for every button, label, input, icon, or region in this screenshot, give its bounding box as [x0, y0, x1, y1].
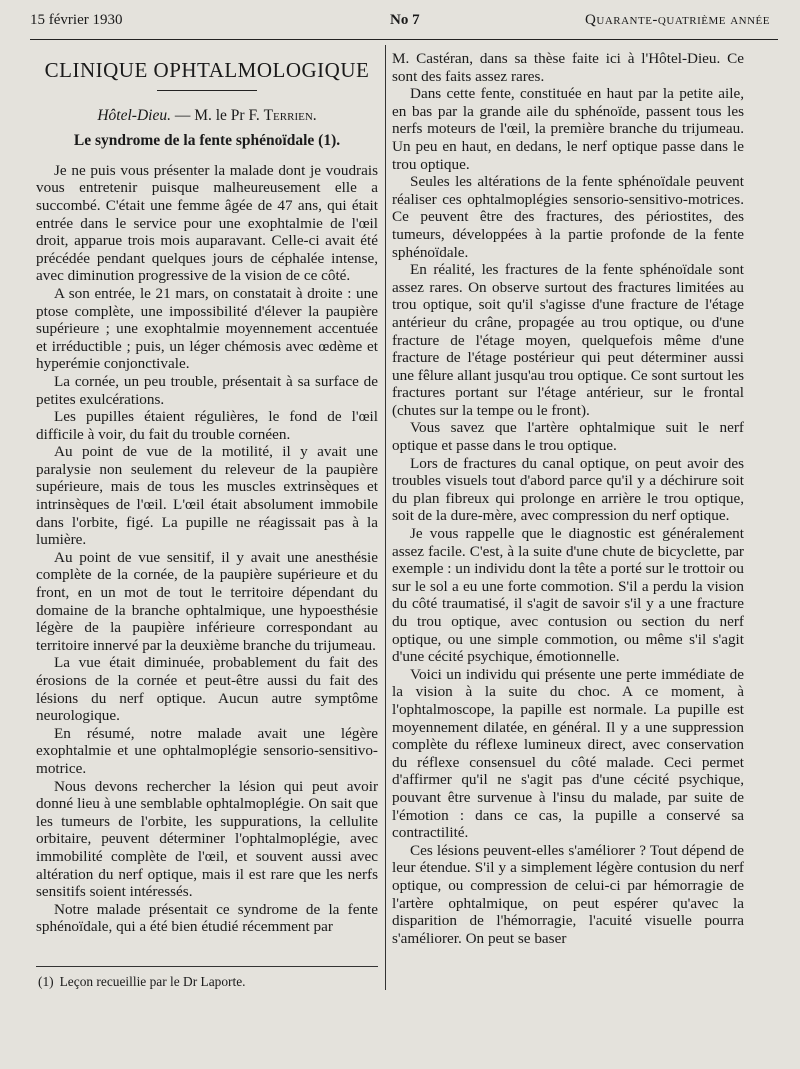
- footnote-rule: [36, 966, 378, 967]
- paragraph: Notre malade présentait ce syndrome de la fente sphénoïdale, qui a été bien étudié récemment par: [36, 900, 378, 936]
- byline-author: Terrien.: [263, 106, 317, 124]
- paragraph: Au point de vue sensitif, il y avait une anesthésie complète de la cornée, de la paupière supérieure et du front, en un mot de tout le territoire dépendant du domaine de la branche ophtalmique, une hypoesthésie légère de la paupière inférieure correspondant au territoire innervé par la deuxième branche du trijumeau.: [36, 548, 378, 654]
- title-rule: [157, 90, 257, 91]
- column-divider: [385, 45, 386, 990]
- paragraph: Les pupilles étaient régulières, le fond de l'œil difficile à voir, du fait du trouble cornéen.: [36, 408, 378, 443]
- paragraph: En réalité, les fractures de la fente sphénoïdale sont assez rares. On observe surtout des fractures limitées au trou optique, soit qu'il s'agisse d'une fracture de l'étage antérieur du crâne, propagée au trou optique, ou d'une fracture de l'étage moyen, quelquefois même d'une fracture de l'étage postérieur qui peut déterminer aussi une fêlure allant jusqu'au trou optique. Ce sont surtout les fractures portant sur l'étage antérieur, sur le frontal (chutes sur la tempe ou le front).: [392, 261, 744, 419]
- paragraph: A son entrée, le 21 mars, on constatait à droite : une ptose complète, une impossibilité d'élever la paupière supérieure ; une exophtalmie moyennement accentuée et irréductible ; puis, un léger chémosis avec œdème et hyperémie conjonctivale.: [36, 284, 378, 373]
- paragraph: Au point de vue de la motilité, il y avait une paralysie non seulement du releveur de la paupière supérieure, mais de tous les muscles extrinsèques et intrinsèques de l'œil. L'œil était absolument immobile dans l'orbite, figé. La pupille ne réagissait pas à la lumière.: [36, 443, 378, 549]
- footnote: [38, 974, 378, 990]
- footnote-marker: (1): [38, 974, 54, 989]
- paragraph: M. Castéran, dans sa thèse faite ici à l'Hôtel-Dieu. Ce sont des faits assez rares.: [392, 50, 744, 85]
- paragraph: Voici un individu qui présente une perte immédiate de la vision à la suite du choc. A ce moment, à l'ophtalmoscope, la papille est normale. La pupille est moyennement dilatée, en général. Il y a une suppression complète du réflexe lumineux direct, avec conservation du réflexe consensuel du côté malade. Ceci permet d'affirmer qu'il ne s'agit pas d'une cécité psychique, pouvant être survenue à l'insu du malade, par suite de l'émotion : dans ce cas, la pupille a conservé sa contractilité.: [392, 665, 744, 842]
- paragraph: Ces lésions peuvent-elles s'améliorer ? Tout dépend de leur étendue. S'il y a simplement légère contusion du nerf optique, ou compression de celui-ci par hémorragie de l'artère ophtalmique, on peut espérer qu'avec la disparition de l'hémorragie, l'acuité visuelle pourra s'améliorer. On peut se baser: [392, 841, 744, 947]
- issue-date: 15 février 1930: [30, 12, 123, 28]
- byline-author-prefix: — M. le Pr F.: [170, 106, 264, 124]
- paragraph: Dans cette fente, constituée en haut par la petite aile, en bas par la grande aile du sphénoïde, passent tous les nerfs moteurs de l'œil, la première branche du trijumeau. Un peu en haut, en dedans, le nerf optique passe dans le trou optique.: [392, 85, 744, 173]
- paragraph: Lors de fractures du canal optique, on peut avoir des troubles visuels tout d'abord parce qu'il y a déchirure soit du plan fibreux qui prolonge en arrière le trou optique, soit de la dure-mère, avec compression du nerf optique.: [392, 454, 744, 525]
- issue-year: Quarante-quatrième année: [585, 12, 770, 28]
- paragraph: En résumé, notre malade avait une légère exophtalmie et une ophtalmoplégie sensorio-sensitivo-motrice.: [36, 724, 378, 777]
- article-byline: [36, 107, 378, 125]
- page-header: [30, 12, 770, 34]
- paragraph: Je ne puis vous présenter la malade dont je voudrais vous entretenir puisque malheureusement elle a succombé. C'était une femme âgée de 47 ans, qui était entrée dans le service pour une exophtalmie de l'œil droit, apparue trois mois auparavant. Celle-ci avait été précédée pendant quelques jours de céphalée intense, avec diminution progressive de la vision de ce côté.: [36, 161, 378, 285]
- byline-place: Hôtel-Dieu.: [97, 106, 171, 124]
- left-column: [36, 50, 378, 936]
- footnote-text: Leçon recueillie par le Dr Laporte.: [59, 974, 246, 989]
- header-rule: [30, 39, 778, 40]
- issue-number: No 7: [390, 12, 420, 28]
- paragraph: Je vous rappelle que le diagnostic est généralement assez facile. C'est, à la suite d'une chute de bicyclette, par exemple : un individu dont la tête a porté sur le trottoir ou sur le sol a eu une forte commotion. S'il a perdu la vision du côté traumatisé, il s'agit de savoir s'il y a une fracture du trou optique, avec contusion ou section du nerf optique, ou une simple commotion, ou même s'il s'agit d'une cécité psychique, émotionnelle.: [392, 525, 744, 666]
- paragraph: La cornée, un peu trouble, présentait à sa surface de petites exulcérations.: [36, 372, 378, 408]
- right-column: [392, 50, 744, 947]
- article-subtitle: Le syndrome de la fente sphénoïdale (1).: [73, 132, 341, 150]
- paragraph: Nous devons rechercher la lésion qui peut avoir donné lieu à une semblable ophtalmoplégie. On sait que les tumeurs de l'orbite, les suppurations, la cellulite orbitaire, peuvent déterminer l'ophtalmoplégie, avec immobilité complète de l'œil, et souvent aussi avec altération du nerf optique, mais il est rare que les nerfs sensitifs soient intéressés.: [36, 777, 378, 901]
- paragraph: Seules les altérations de la fente sphénoïdale peuvent réaliser ces ophtalmoplégies sensorio-sensitivo-motrices. Ce peuvent être des fractures, des périostites, des tumeurs, développées à la partie profonde de la fente sphénoïdale.: [392, 173, 744, 261]
- article-title: CLINIQUE OPHTALMOLOGIQUE: [44, 58, 370, 82]
- paragraph: La vue était diminuée, probablement du fait des érosions de la cornée et peut-être aussi du fait des lésions du nerf optique. Aucun autre symptôme neurologique.: [36, 654, 378, 725]
- paragraph: Vous savez que l'artère ophtalmique suit le nerf optique et passe dans le trou optique.: [392, 419, 744, 455]
